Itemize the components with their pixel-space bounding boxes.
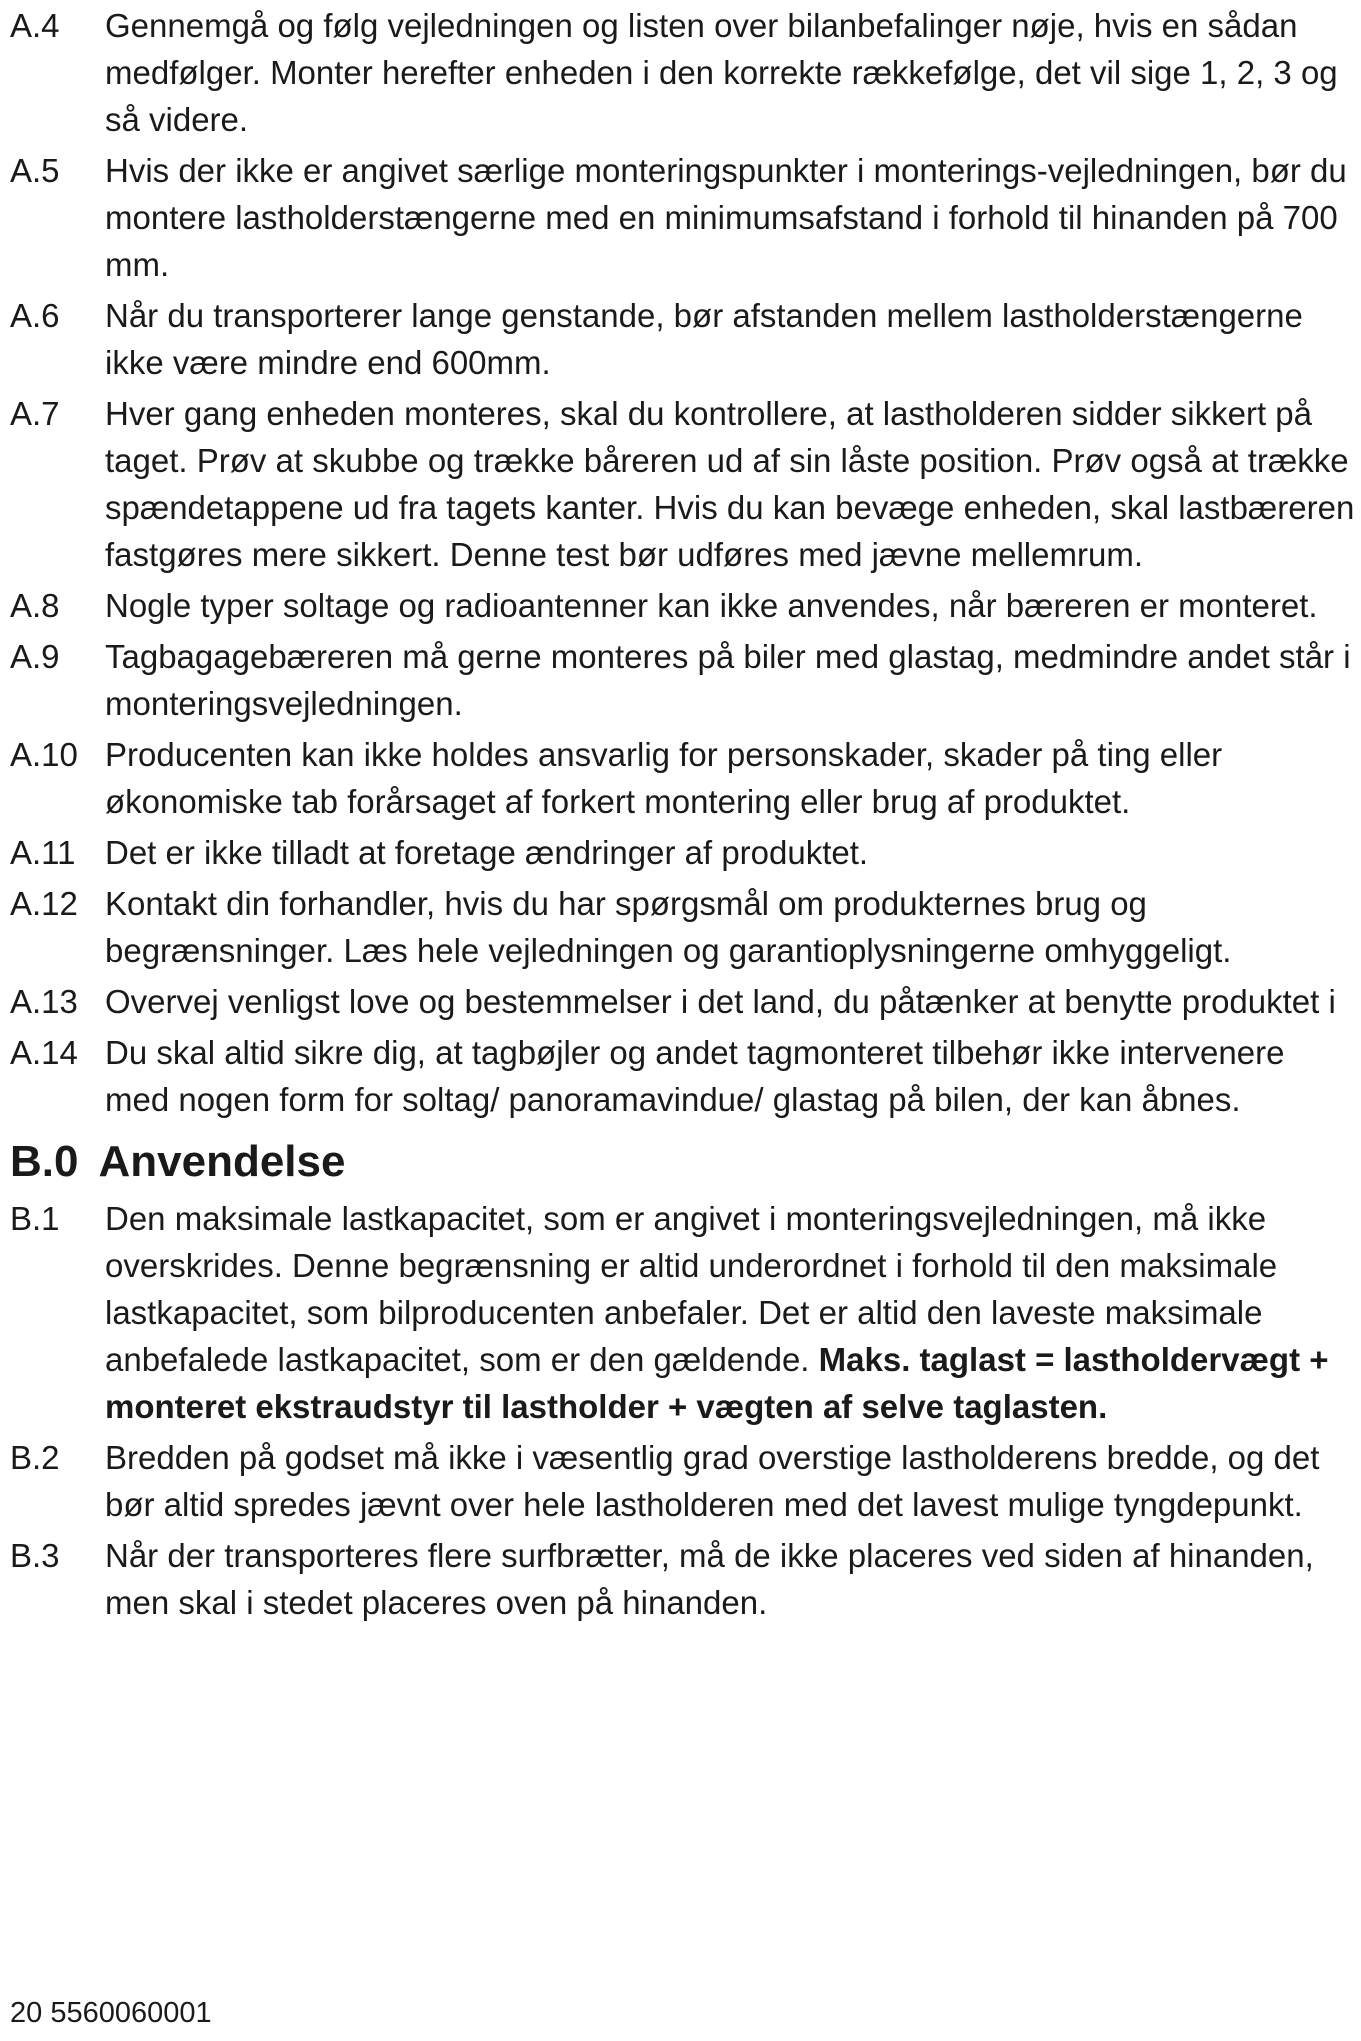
- item-text: Nogle typer soltage og radioantenner kan ikke anvendes, når bæreren er monteret.: [105, 587, 1318, 624]
- page-footer: [10, 1995, 212, 2031]
- heading-number: B.0: [10, 1137, 79, 1186]
- item-text: Tagbagagebæreren må gerne monteres på biler med glastag, medmindre andet står i monteringsvejledningen.: [105, 638, 1351, 722]
- item-text: Når du transporterer lange genstande, bør afstanden mellem lastholderstængerne ikke være mindre end 600mm.: [105, 297, 1303, 381]
- item-text: Du skal altid sikre dig, at tagbøjler og andet tagmonteret tilbehør ikke intervenere med nogen form for soltag/ panoramavindue/ glastag på bilen, der kan åbnes.: [105, 1034, 1285, 1118]
- item-number: B.3: [10, 1537, 60, 1574]
- item-number: A.9: [10, 638, 60, 675]
- item-number: A.6: [10, 297, 60, 334]
- heading-title: Anvendelse: [98, 1137, 346, 1186]
- section-heading: [10, 1133, 1355, 1191]
- item-number: A.11: [10, 834, 76, 871]
- item-text: [105, 1195, 1355, 1430]
- item-text: Hver gang enheden monteres, skal du kontrollere, at lastholderen sidder sikkert på taget. Prøv at skubbe og trække båreren ud af sin låste position. Prøv også at trække spændetappene ud fra tagets kanter. Hvis du kan bevæge enheden, skal lastbæreren fastgøres mere sikkert. Denne test bør udføres med jævne mellemrum.: [105, 395, 1355, 573]
- item-number: A.8: [10, 587, 60, 624]
- list-item-a11: [10, 829, 1355, 876]
- item-text: Overvej venligst love og bestemmelser i det land, du påtænker at benytte produktet i: [105, 983, 1336, 1020]
- item-number: A.13: [10, 983, 78, 1020]
- item-number: A.10: [10, 736, 78, 773]
- list-item-a12: [10, 880, 1355, 974]
- item-text: Gennemgå og følg vejledningen og listen over bilanbefalinger nøje, hvis en sådan medfølger. Monter herefter enheden i den korrekte rækkefølge, det vil sige 1, 2, 3 og så videre.: [105, 7, 1338, 138]
- item-text: Kontakt din forhandler, hvis du har spørgsmål om produkternes brug og begrænsninger. Læs hele vejledningen og garantioplysningerne omhyggeligt.: [105, 885, 1232, 969]
- list-item-b3: [10, 1532, 1355, 1626]
- list-item-a6: [10, 292, 1355, 386]
- list-item-a4: [10, 2, 1355, 143]
- list-item-a5: [10, 147, 1355, 288]
- item-text: Når der transporteres flere surfbrætter, må de ikke placeres ved siden af hinanden, men skal i stedet placeres oven på hinanden.: [105, 1537, 1314, 1621]
- list-item-a10: [10, 731, 1355, 825]
- item-text: Producenten kan ikke holdes ansvarlig for personskader, skader på ting eller økonomiske tab forårsaget af forkert montering eller brug af produktet.: [105, 736, 1223, 820]
- item-number: B.2: [10, 1439, 60, 1476]
- item-number: A.12: [10, 885, 78, 922]
- list-item-a9: [10, 633, 1355, 727]
- item-text: Hvis der ikke er angivet særlige monteringspunkter i monterings-vejledningen, bør du montere lastholderstængerne med en minimumsafstand i forhold til hinanden på 700 mm.: [105, 152, 1347, 283]
- section-b-list: [10, 1195, 1355, 1626]
- item-text-regular: Den maksimale lastkapacitet, som er angivet i monteringsvejledningen, må ikke overskrides. Denne begrænsning er altid underordnet i forhold til den maksimale lastkapacitet, som bilproducenten anbefaler. Det er altid den laveste maksimale anbefalede lastkapacitet, som er den gældende.: [105, 1200, 1278, 1378]
- list-item-a8: [10, 582, 1355, 629]
- item-number: A.14: [10, 1034, 78, 1071]
- list-item-b2: [10, 1434, 1355, 1528]
- item-text: Det er ikke tilladt at foretage ændringer af produktet.: [105, 834, 869, 871]
- list-item-a7: [10, 390, 1355, 578]
- list-item-a13: [10, 978, 1355, 1025]
- item-number: A.7: [10, 395, 60, 432]
- item-number: A.5: [10, 152, 60, 189]
- page-number: 20: [10, 1997, 43, 2029]
- document-page: [10, 2, 1355, 1630]
- list-item-b1: [10, 1195, 1355, 1430]
- list-item-a14: [10, 1029, 1355, 1123]
- document-code: 5560060001: [50, 1997, 212, 2029]
- item-number: B.1: [10, 1200, 60, 1237]
- item-text: Bredden på godset må ikke i væsentlig grad overstige lastholderens bredde, og det bør altid spredes jævnt over hele lastholderen med det lavest mulige tyngdepunkt.: [105, 1439, 1320, 1523]
- item-number: A.4: [10, 7, 60, 44]
- item-text-bold: Maks. taglast = lastholdervægt + monteret ekstraudstyr til lastholder + vægten af selve taglasten.: [105, 1341, 1329, 1425]
- section-a-list: [10, 2, 1355, 1123]
